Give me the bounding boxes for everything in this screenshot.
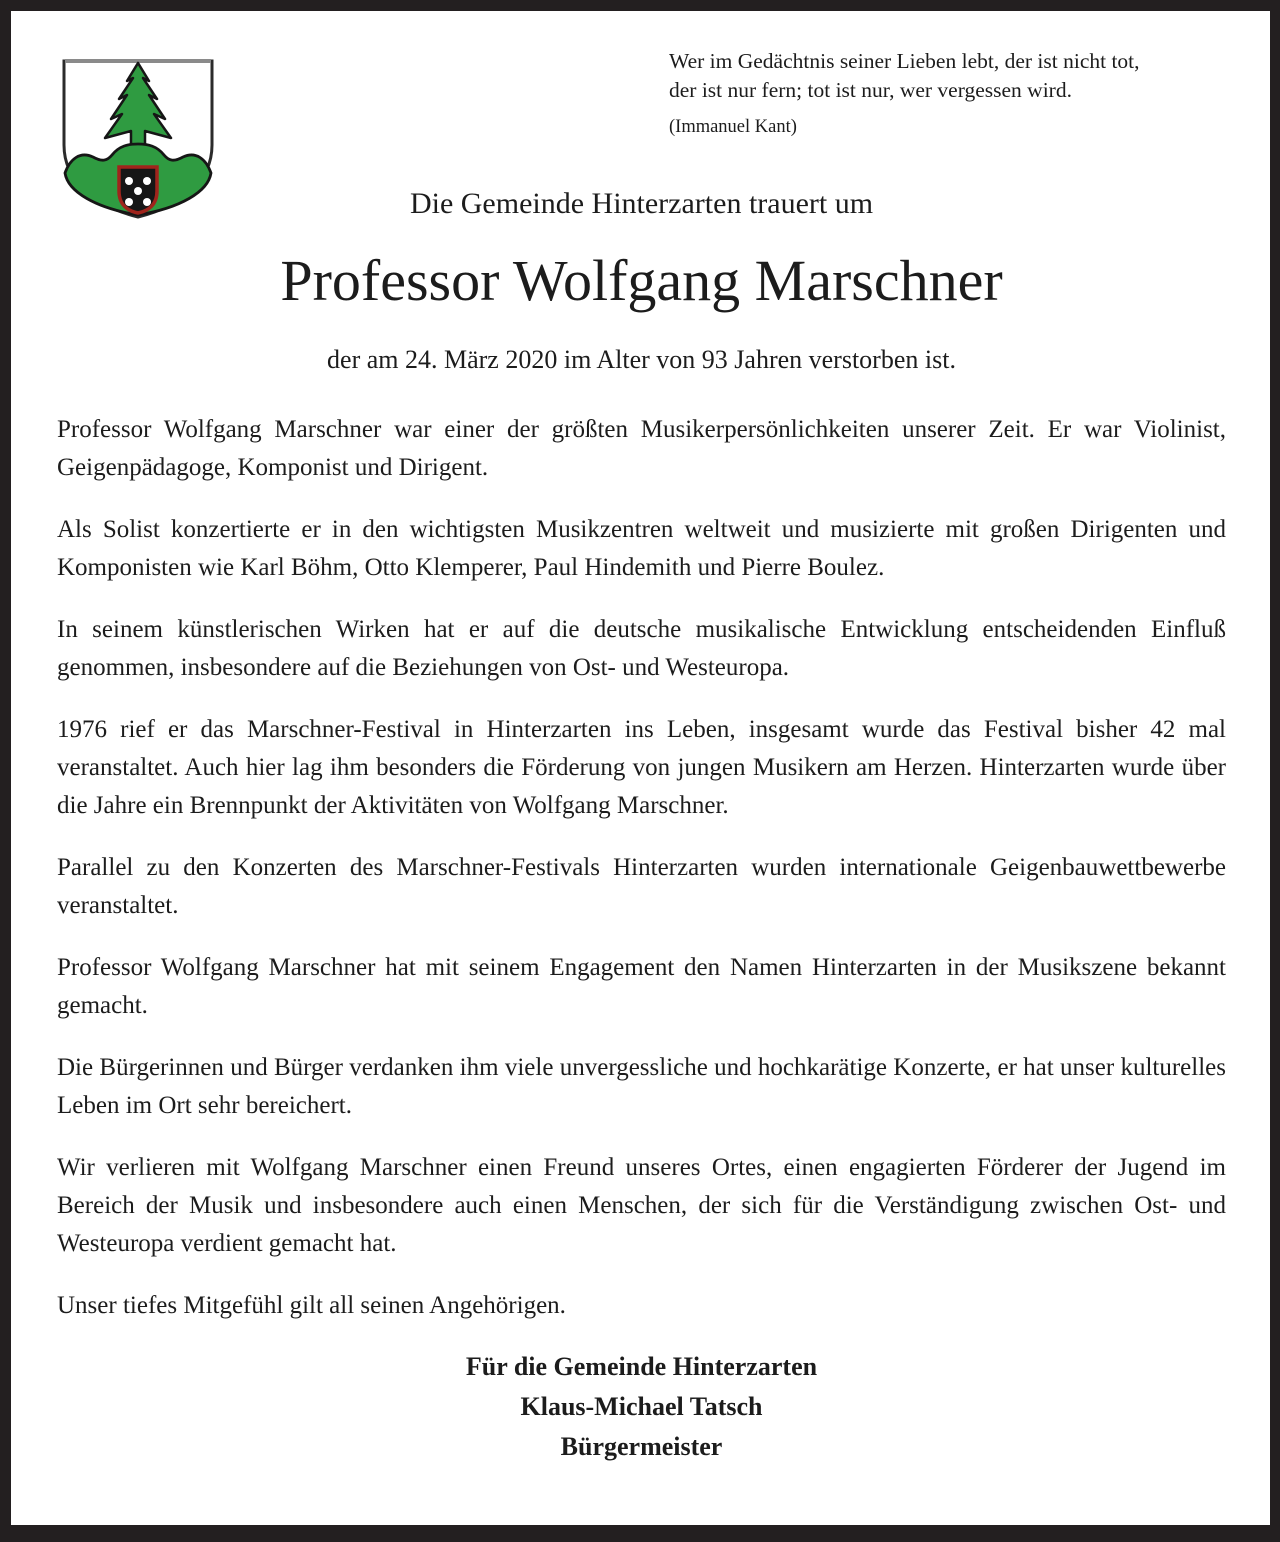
notice-header — [57, 45, 1226, 185]
obituary-paragraph: Professor Wolfgang Marschner war einer der größten Musikerpersönlichkeiten unserer Zeit. Er war Violinist, Geigenpädagoge, Komponist und Dirigent. — [57, 416, 1226, 481]
crest-dot — [125, 177, 133, 185]
signature-title: Bürgermeister — [560, 1432, 723, 1461]
quote-attribution: (Immanuel Kant) — [669, 117, 797, 137]
obituary-paragraph: Parallel zu den Konzerten des Marschner-Festivals Hinterzarten wurden internationale Geigenbauwettbewerbe veranstaltet. — [57, 854, 1226, 919]
obituary-paragraph: Unser tiefes Mitgefühl gilt all seinen Angehörigen. — [57, 1292, 566, 1319]
death-date-line: der am 24. März 2020 im Alter von 93 Jahren verstorben ist. — [327, 345, 956, 374]
intro-line: Die Gemeinde Hinterzarten trauert um — [409, 187, 874, 220]
signature-block — [57, 1347, 1226, 1467]
crest-dot — [143, 177, 151, 185]
quote-line-2: der ist nur fern; tot ist nur, wer vergessen wird. — [669, 78, 1072, 102]
deceased-name: Professor Wolfgang Marschner — [280, 248, 1003, 313]
crest-dot — [134, 187, 142, 195]
hinterzarten-crest-icon — [57, 53, 219, 223]
quote-line-1: Wer im Gedächtnis seiner Lieben lebt, der ist nicht tot, — [669, 49, 1140, 73]
obituary-paragraph: Professor Wolfgang Marschner hat mit seinem Engagement den Namen Hinterzarten in der Musikszene bekannt gemacht. — [57, 954, 1226, 1019]
signature-name: Klaus-Michael Tatsch — [520, 1392, 763, 1421]
obituary-paragraph: Wir verlieren mit Wolfgang Marschner einen Freund unseres Ortes, einen engagierten Förderer der Jugend im Bereich der Musik und insbesondere auch einen Menschen, der sich für die Verständigung zwischen Ost- und Westeuropa verdient gemacht hat. — [57, 1154, 1226, 1257]
crest-dot — [143, 198, 151, 206]
obituary-paragraph: Als Solist konzertierte er in den wichtigsten Musikzentren weltweit und musizierte mit großen Dirigenten und Komponisten wie Karl Böhm, Otto Klemperer, Paul Hindemith und Pierre Boulez. — [57, 516, 1226, 581]
crest-dot — [125, 198, 133, 206]
obituary-paragraph: Die Bürgerinnen und Bürger verdanken ihm viele unvergessliche und hochkarätige Konzerte, er hat unser kulturelles Leben im Ort sehr bereichert. — [57, 1054, 1226, 1119]
obituary-paragraph: 1976 rief er das Marschner-Festival in Hinterzarten ins Leben, insgesamt wurde das Festival bisher 42 mal veranstaltet. Auch hier lag ihm besonders die Förderung von jungen Musikern am Herzen. Hinterzarten wurde über die Jahre ein Brennpunkt der Aktivitäten von Wolfgang Marschner. — [57, 716, 1226, 819]
signature-organization: Für die Gemeinde Hinterzarten — [465, 1352, 818, 1381]
memorial-quote — [669, 47, 1140, 142]
obituary-paragraph: In seinem künstlerischen Wirken hat er auf die deutsche musikalische Entwicklung entscheidenden Einfluß genommen, insbesondere auf die Beziehungen von Ost- und Westeuropa. — [57, 616, 1226, 681]
